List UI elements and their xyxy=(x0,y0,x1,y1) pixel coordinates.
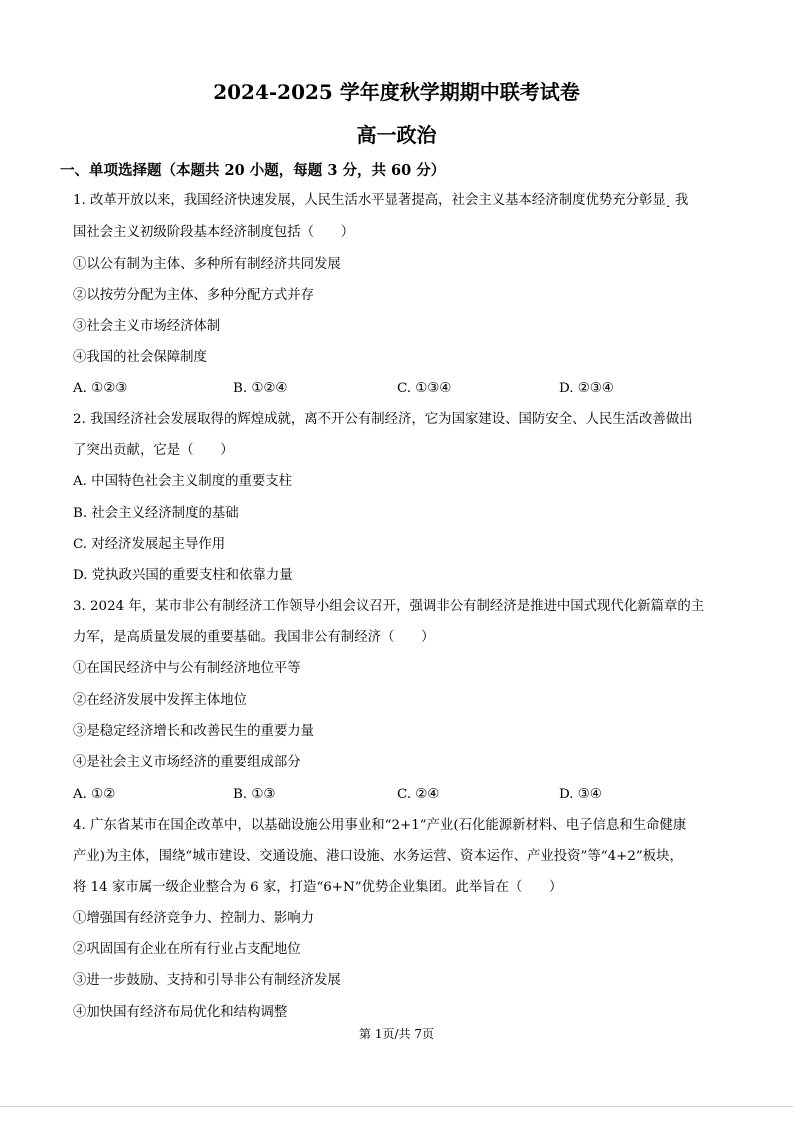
question-1-item: ②以按劳分配为主体、多种分配方式并存 xyxy=(73,288,315,303)
question-2-option-c[interactable]: C. 对经济发展起主导作用 xyxy=(73,537,226,552)
emphasis-dots: .. xyxy=(665,199,669,210)
question-3-option-c[interactable]: C. ②④ xyxy=(397,787,440,802)
question-3-stem-line-1: 3. 2024 年，某市非公有制经济工作领导小组会议召开，强调非公有制经济是推进中国式现代化新篇章的主 xyxy=(73,599,705,614)
question-3-item: ④是社会主义市场经济的重要组成部分 xyxy=(73,755,301,770)
bottom-divider xyxy=(0,1106,793,1107)
question-3-option-d[interactable]: D. ③④ xyxy=(559,787,602,802)
question-3-item: ③是稳定经济增长和改善民生的重要力量 xyxy=(73,724,315,739)
question-4-item: ④加快国有经济布局优化和结构调整 xyxy=(73,1005,288,1020)
question-1-item: ①以公有制为主体、多种所有制经济共同发展 xyxy=(73,257,341,272)
question-2-option-b[interactable]: B. 社会主义经济制度的基础 xyxy=(73,506,239,521)
exam-subject: 高一政治 xyxy=(356,123,437,147)
question-4-stem-line-3: 将 14 家市属一级企业整合为 6 家，打造“6+N”优势企业集团。此举旨在（ ） xyxy=(73,880,563,895)
question-2-option-d[interactable]: D. 党执政兴国的重要支柱和依靠力量 xyxy=(73,568,293,583)
question-4-item: ③进一步鼓励、支持和引导非公有制经济发展 xyxy=(73,973,341,988)
question-2-stem-line-1: 2. 我国经济社会发展取得的辉煌成就，离不开公有制经济，它为国家建设、国防安全、人民生活改善做出 xyxy=(73,412,693,427)
question-1-stem-line-2: 国社会主义初级阶段基本经济制度包括（ ） xyxy=(73,225,355,240)
question-4-stem-line-1: 4. 广东省某市在国企改革中，以基础设施公用事业和“2+1”产业(石化能源新材料、电子信息和生命健康 xyxy=(73,818,687,833)
question-3-item: ②在经济发展中发挥主体地位 xyxy=(73,693,248,708)
question-1-stem-tail: 我 xyxy=(674,193,689,208)
question-1-item: ③社会主义市场经济体制 xyxy=(73,319,221,334)
section-heading: 一、单项选择题（本题共 20 小题，每题 3 分，共 60 分） xyxy=(60,162,446,179)
question-1-stem-text: 1. 改革开放以来，我国经济快速发展，人民生活水平显著提高，社会主义基本经济制度优势充分彰显 xyxy=(73,193,666,208)
question-2-option-a[interactable]: A. 中国特色社会主义制度的重要支柱 xyxy=(73,474,293,489)
question-1-item: ④我国的社会保障制度 xyxy=(73,350,207,365)
question-4-item: ①增强国有经济竞争力、控制力、影响力 xyxy=(73,911,315,926)
exam-title: 2024-2025 学年度秋学期期中联考试卷 xyxy=(213,80,580,104)
question-1-option-b[interactable]: B. ①②④ xyxy=(233,381,288,396)
question-2-stem-line-2: 了突出贡献，它是（ ） xyxy=(73,443,234,458)
question-1-stem-line-1 xyxy=(73,192,688,214)
question-1-option-c[interactable]: C. ①③④ xyxy=(397,381,452,396)
question-3-item: ①在国民经济中与公有制经济地位平等 xyxy=(73,661,301,676)
question-4-stem-line-2: 产业)为主体，围绕“城市建设、交通设施、港口设施、水务运营、资本运作、产业投资”等“4+2”板块， xyxy=(73,849,683,864)
question-3-option-a[interactable]: A. ①② xyxy=(73,787,116,802)
question-1-option-a[interactable]: A. ①②③ xyxy=(73,381,128,396)
page-number: 第 1页/共 7页 xyxy=(359,1027,434,1041)
question-3-option-b[interactable]: B. ①③ xyxy=(233,787,276,802)
question-4-item: ②巩固国有企业在所有行业占支配地位 xyxy=(73,942,301,957)
question-3-stem-line-2: 力军，是高质量发展的重要基础。我国非公有制经济（ ） xyxy=(73,630,435,645)
question-1-option-d[interactable]: D. ②③④ xyxy=(559,381,614,396)
